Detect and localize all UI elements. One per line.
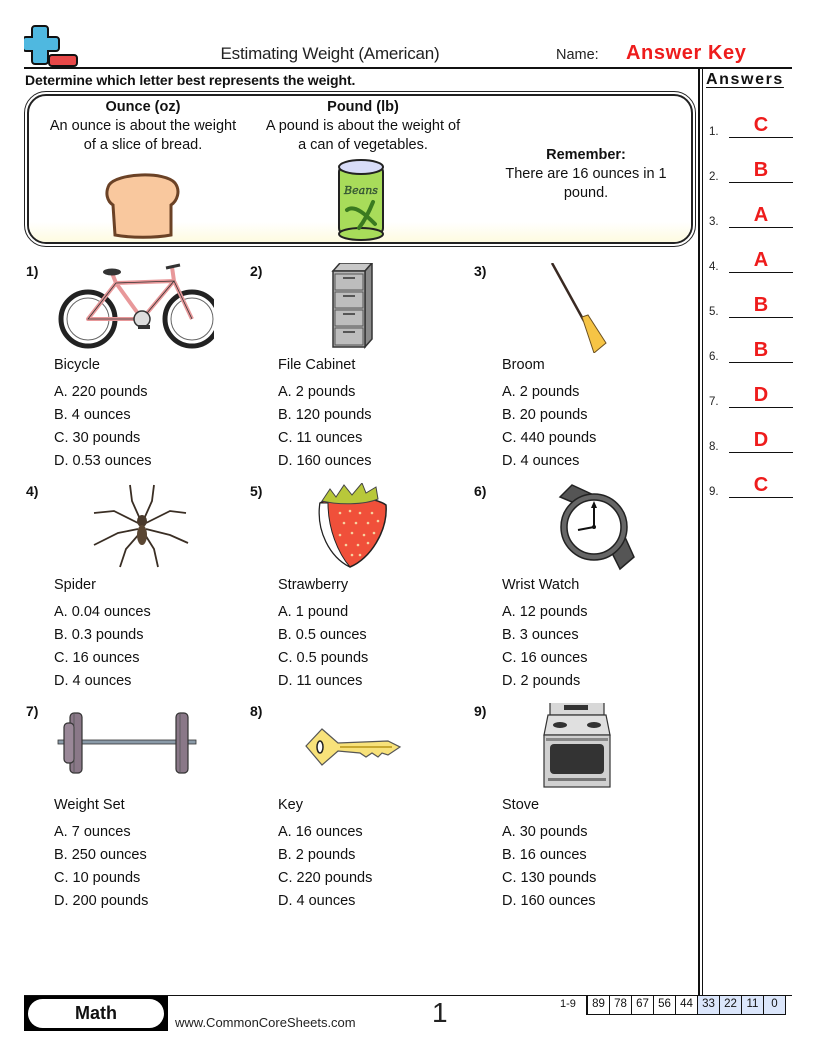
options-list: [502, 383, 596, 475]
problem-4: 4) Spider A. 0.04 ounces B. 0.3 pounds C. 16 ounces D. 4 ounces: [26, 483, 246, 693]
reference-box: [24, 91, 696, 247]
option-d: D. 4 ounces: [502, 453, 580, 469]
score-cell: 56: [653, 996, 675, 1014]
stove-icon: [502, 703, 662, 793]
option-b: B. 16 ounces: [502, 847, 587, 863]
option-a: A. 12 pounds: [502, 604, 588, 620]
wrist-watch-icon: [502, 483, 662, 573]
options-list: [54, 823, 148, 915]
score-cell: 67: [631, 996, 653, 1014]
problem-5: 5) Strawberry A. 1 pound B. 0.5 ounces C. 0.5 pounds D. 11 ounces: [250, 483, 470, 693]
answer-3[interactable]: 3. A: [709, 208, 793, 228]
option-d: D. 2 pounds: [502, 673, 581, 689]
header-divider: [24, 67, 792, 69]
option-c: C. 11 ounces: [278, 430, 363, 446]
key-icon: [278, 703, 438, 793]
score-cell: 33: [697, 996, 719, 1014]
option-b: B. 0.5 ounces: [278, 627, 367, 643]
problem-3: 3) Broom A. 2 pounds B. 20 pounds C. 440 pounds D. 4 ounces: [474, 263, 694, 473]
options-list: [54, 383, 152, 475]
option-d: D. 0.53 ounces: [54, 453, 152, 469]
answers-divider: [698, 68, 700, 995]
strawberry-icon: [278, 483, 438, 573]
option-c: C. 130 pounds: [502, 870, 597, 886]
option-c: C. 30 pounds: [54, 430, 141, 446]
answers-divider-inner: [702, 68, 703, 995]
problem-6: 6) Wrist Watch A. 12 pounds B. 3 ounces C. 16 ounces D. 2 pounds: [474, 483, 694, 693]
option-c: C. 220 pounds: [278, 870, 373, 886]
spider-icon: [54, 483, 214, 573]
option-a: A. 220 pounds: [54, 384, 148, 400]
subject-badge: Math: [28, 999, 164, 1028]
options-list: [502, 823, 596, 915]
instructions: Determine which letter best represents the weight.: [25, 72, 356, 88]
option-a: A. 1 pound: [278, 604, 349, 620]
file-cabinet-icon: [278, 263, 438, 353]
pound-reference: Pound (lb) A pound is about the weight of a can of vegetables.: [265, 99, 461, 153]
answer-1[interactable]: 1. C: [709, 118, 793, 138]
options-list: [278, 603, 368, 695]
score-cell: 22: [719, 996, 741, 1014]
bread-slice-icon: [105, 171, 181, 239]
answer-2[interactable]: 2. B: [709, 163, 793, 183]
score-cell: 89: [587, 996, 609, 1014]
option-b: B. 250 ounces: [54, 847, 147, 863]
option-a: A. 2 pounds: [278, 384, 356, 400]
score-cell: 0: [763, 996, 785, 1014]
problem-8: 8) Key A. 16 ounces B. 2 pounds C. 220 pounds D. 4 ounces: [250, 703, 470, 913]
options-list: [502, 603, 587, 695]
answer-7[interactable]: 7. D: [709, 388, 793, 408]
bean-can-icon: [337, 158, 385, 242]
page-title: Estimating Weight (American): [220, 44, 440, 63]
score-table: [586, 996, 786, 1015]
answer-6[interactable]: 6. B: [709, 343, 793, 363]
options-list: [54, 603, 151, 695]
svg-text:Beans: Beans: [344, 184, 378, 197]
option-d: D. 4 ounces: [278, 893, 356, 909]
answer-9[interactable]: 9. C: [709, 478, 793, 498]
options-list: [278, 383, 372, 475]
name-field[interactable]: Answer Key: [626, 42, 747, 64]
option-b: B. 120 pounds: [278, 407, 372, 423]
answer-8[interactable]: 8. D: [709, 433, 793, 453]
option-c: C. 440 pounds: [502, 430, 597, 446]
option-b: B. 3 ounces: [502, 627, 579, 643]
option-a: A. 7 ounces: [54, 824, 131, 840]
problem-2: 2) File Cabinet A. 2 pounds B. 120 pounds C. 11 ounces D. 160 ounces: [250, 263, 470, 473]
problem-9: 9) Stove A. 30 pounds B. 16 ounces C. 130 pounds D. 160 ounces: [474, 703, 694, 913]
option-a: A. 2 pounds: [502, 384, 580, 400]
option-b: B. 2 pounds: [278, 847, 356, 863]
option-c: C. 0.5 pounds: [278, 650, 369, 666]
logo-plus-minus-icon: [24, 24, 80, 68]
site-url[interactable]: www.CommonCoreSheets.com: [175, 1015, 356, 1030]
option-c: C. 16 ounces: [54, 650, 140, 666]
problem-1: 1) Bicycle A. 220 pounds B. 4 ounces C. 30 pounds D. 0.53 ounces: [26, 263, 246, 473]
barbell-icon: [54, 703, 214, 793]
name-label: Name:: [556, 47, 599, 63]
answer-5[interactable]: 5. B: [709, 298, 793, 318]
options-list: [278, 823, 372, 915]
option-a: A. 30 pounds: [502, 824, 588, 840]
option-b: B. 20 pounds: [502, 407, 588, 423]
answers-heading: Answers: [706, 71, 784, 88]
option-d: D. 4 ounces: [54, 673, 132, 689]
broom-icon: [502, 263, 662, 353]
option-d: D. 160 ounces: [278, 453, 372, 469]
page-number: 1: [432, 997, 448, 1028]
answer-4[interactable]: 4. A: [709, 253, 793, 273]
ounce-reference: Ounce (oz) An ounce is about the weight of a slice of bread.: [49, 99, 237, 153]
option-a: A. 16 ounces: [278, 824, 363, 840]
score-cell: 11: [741, 996, 763, 1014]
remember-note: Remember: There are 16 ounces in 1 pound.: [505, 147, 667, 201]
option-b: B. 4 ounces: [54, 407, 131, 423]
option-d: D. 160 ounces: [502, 893, 596, 909]
score-range-label: 1-9: [560, 998, 576, 1010]
score-cell: 44: [675, 996, 697, 1014]
option-c: C. 16 ounces: [502, 650, 588, 666]
option-a: A. 0.04 ounces: [54, 604, 151, 620]
problem-7: 7) Weight Set A. 7 ounces B. 250 ounces C. 10 pounds D. 200 pounds: [26, 703, 246, 913]
bicycle-icon: [54, 263, 214, 353]
option-d: D. 11 ounces: [278, 673, 363, 689]
score-cell: 78: [609, 996, 631, 1014]
option-b: B. 0.3 pounds: [54, 627, 144, 643]
option-c: C. 10 pounds: [54, 870, 141, 886]
option-d: D. 200 pounds: [54, 893, 149, 909]
